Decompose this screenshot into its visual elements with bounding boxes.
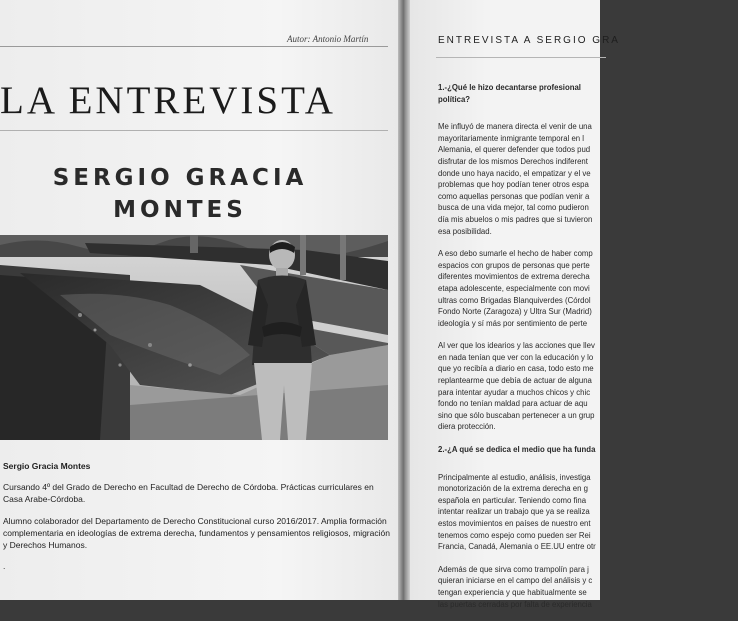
text-line: día mis abuelos o mis padres que si tuvieron [438, 214, 593, 224]
text-line: como aquellas personas que podían venir a [438, 191, 590, 201]
caption-paragraph-1: Cursando 4º del Grado de Derecho en Facultad de Derecho de Córdoba. Prácticas curriculares en Casa Arabe-Córdoba. [3, 482, 374, 505]
text-line: mayoritariamente inmigrante temporal en l [438, 133, 585, 143]
bio-caption [3, 460, 391, 581]
top-rule [0, 46, 388, 47]
text-line: diferentes movimientos de extrema derecha [438, 272, 590, 282]
question-1-line-1: 1.-¿Qué le hizo decantarse profesional [438, 83, 581, 92]
question-1 [438, 82, 738, 105]
text-line: Al ver que los idearios y las acciones que llev [438, 341, 595, 351]
interviewee-photo [0, 235, 388, 440]
author-credit: Autor: Antonio Martín [287, 34, 369, 44]
interview-body [438, 82, 738, 621]
question-2: 2.-¿A qué se dedica el medio que ha funda [438, 445, 596, 455]
interviewee-name [30, 162, 330, 226]
text-line: replantearme que debía de actuar de alguna [438, 376, 592, 386]
answer-2-paragraph-2 [438, 564, 738, 610]
text-line: en nada tenían que ver con la educación y lo [438, 352, 594, 362]
headline: LA ENTREVISTA [0, 79, 336, 122]
text-line: esa posibilidad. [438, 226, 492, 236]
text-line: espacios con grupos de personas que perte [438, 260, 590, 270]
text-line: busca de una vida mejor, tal como pudieron [438, 203, 589, 213]
text-line: Principalmente al estudio, análisis, investiga [438, 472, 591, 482]
text-line: ideología y sí más por sentimiento de perte [438, 318, 588, 328]
caption-paragraph-2: Alumno colaborador del Departamento de Derecho Constitucional curso 2016/2017. Amplia formación complementaria en ideologías de extrema derecha, fundamentos y pensamientos religiosos, migración y Derechos Humanos. [3, 515, 390, 551]
text-line: fondo no tenían maldad para actuar de aqu [438, 399, 588, 409]
text-line: tengan experiencia y que habitualmente se [438, 587, 587, 597]
text-line: Fondo Norte (Zaragoza) y Ultra Sur (Madrid) [438, 307, 592, 317]
text-line: monotorización de la extrema derecha en g [438, 484, 588, 494]
text-line: que yo recibía a diario en casa, todo esto me [438, 364, 594, 374]
text-line: ultras como Brigadas Blanquiverdes (Córdol [438, 295, 591, 305]
text-line: A eso debo sumarle el hecho de haber comp [438, 249, 593, 259]
name-line-2: MONTES [113, 197, 247, 223]
caption-name: Sergio Gracia Montes [3, 461, 91, 471]
title-rule [436, 57, 606, 58]
text-line: sino que sólo buscaban pertenecer a un grup [438, 410, 595, 420]
text-line: Alemania, el querer defender que todos pud [438, 145, 591, 155]
answer-1-paragraph-3 [438, 340, 738, 433]
text-line: intentar realizar un trabajo que ya se realiza [438, 507, 590, 517]
photo-illustration [0, 235, 388, 440]
text-line: las puertas cerradas por falta de experiencia [438, 599, 592, 609]
text-line: quieran iniciarse en el campo del análisis y c [438, 576, 593, 586]
right-page [410, 0, 620, 609]
text-line: donde uno haya nacido, el empatizar y el ve [438, 168, 591, 178]
name-line-1: SERGIO GRACIA [52, 165, 308, 191]
text-line: Me influyó de manera directa el venir de una [438, 122, 592, 132]
text-line: para intentar ayudar a muchos chicos y chic [438, 387, 591, 397]
answer-2-paragraph-1 [438, 472, 738, 553]
text-line: problemas que hoy podían tener otros espa [438, 180, 589, 190]
answer-1-paragraph-2 [438, 248, 738, 329]
page-gutter [398, 0, 410, 600]
headline-rule [0, 130, 388, 131]
interview-title: ENTREVISTA A SERGIO GRA [438, 35, 620, 46]
text-line: disfrutar de los mismos Derechos indiferent [438, 156, 588, 166]
text-line: tenemos como espejo como pueden ser Rei [438, 530, 591, 540]
text-line: diera protección. [438, 422, 496, 432]
text-line: española en particular. Teniendo como fina [438, 495, 587, 505]
text-line: estos movimientos en países de nuestro ent [438, 519, 591, 528]
question-1-line-2: política? [438, 94, 471, 104]
text-line: Francia, Canadá, Alemania o EE.UU entre otr [438, 542, 596, 552]
answer-1-paragraph-1 [438, 121, 738, 237]
text-line: Además de que sirva como trampolín para j [438, 564, 589, 574]
text-line: etapa adolescente, especialmente con movi [438, 283, 590, 293]
caption-dot: . [3, 561, 6, 572]
